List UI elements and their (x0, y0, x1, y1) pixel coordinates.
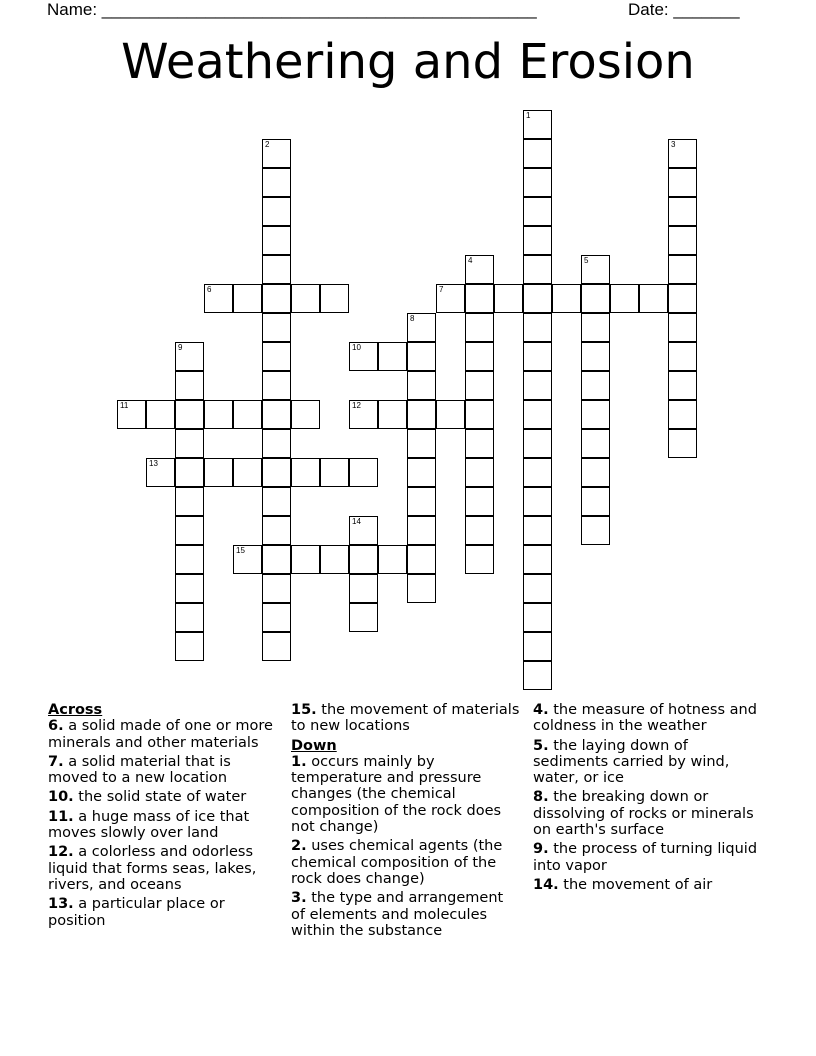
clue-number: 11 (120, 401, 129, 410)
down-clue (533, 702, 763, 735)
grid-cell[interactable] (407, 429, 436, 458)
grid-cell[interactable] (175, 429, 204, 458)
name-line[interactable]: ______________________________________________ (101, 0, 537, 19)
clue-number: 13. (48, 896, 74, 913)
clue-number: 14. (533, 876, 559, 893)
clue-text: a particular place or position (48, 896, 225, 929)
clue-text: the measure of hotness and coldness in the weather (533, 702, 757, 735)
clue-number: 9. (533, 841, 549, 858)
clue-number: 7. (48, 753, 64, 770)
grid-cell[interactable] (668, 139, 697, 168)
grid-cell[interactable] (262, 603, 291, 632)
grid-cell[interactable] (407, 545, 436, 574)
grid-cell[interactable] (233, 458, 262, 487)
grid-cell[interactable] (291, 400, 320, 429)
grid-cell[interactable] (436, 400, 465, 429)
clue-number: 8. (533, 789, 549, 806)
grid-cell[interactable] (349, 574, 378, 603)
grid-cell[interactable] (523, 487, 552, 516)
grid-cell[interactable] (465, 458, 494, 487)
grid-cell[interactable] (668, 255, 697, 284)
grid-cell[interactable] (262, 313, 291, 342)
grid-cell[interactable] (407, 342, 436, 371)
grid-cell[interactable] (523, 255, 552, 284)
grid-cell[interactable] (465, 545, 494, 574)
down-clue (291, 838, 521, 887)
grid-cell[interactable] (465, 313, 494, 342)
clue-number: 1. (291, 753, 307, 770)
grid-cell[interactable] (320, 545, 349, 574)
grid-cell[interactable] (581, 516, 610, 545)
grid-cell[interactable] (204, 284, 233, 313)
clue-text: the process of turning liquid into vapor (533, 841, 758, 874)
clue-number: 2 (265, 140, 270, 149)
grid-cell[interactable] (291, 458, 320, 487)
clue-number: 6. (48, 718, 64, 735)
across-clue (291, 702, 521, 735)
grid-cell[interactable] (407, 313, 436, 342)
grid-cell[interactable] (233, 545, 262, 574)
across-clue (48, 844, 278, 893)
grid-cell[interactable] (465, 371, 494, 400)
grid-cell[interactable] (668, 284, 697, 313)
clue-number: 3. (291, 890, 307, 907)
grid-cell[interactable] (523, 168, 552, 197)
down-clue (533, 841, 763, 874)
grid-cell[interactable] (494, 284, 523, 313)
grid-cell[interactable] (320, 458, 349, 487)
grid-cell[interactable] (465, 255, 494, 284)
grid-cell[interactable] (262, 284, 291, 313)
grid-cell[interactable] (175, 487, 204, 516)
clue-column-3 (533, 702, 763, 896)
grid-cell[interactable] (262, 487, 291, 516)
clue-text: occurs mainly by temperature and pressure changes (the chemical composition of the rock does not change) (291, 753, 502, 836)
date-line[interactable]: _______ (673, 0, 740, 19)
grid-cell[interactable] (349, 516, 378, 545)
grid-cell[interactable] (175, 545, 204, 574)
grid-cell[interactable] (262, 197, 291, 226)
grid-cell[interactable] (523, 342, 552, 371)
clue-text: a huge mass of ice that moves slowly over land (48, 808, 250, 842)
grid-cell[interactable] (378, 545, 407, 574)
grid-cell[interactable] (465, 400, 494, 429)
grid-cell[interactable] (407, 371, 436, 400)
clue-number: 10 (352, 343, 361, 352)
grid-cell[interactable] (233, 400, 262, 429)
clue-number: 10. (48, 789, 74, 806)
across-clue (48, 809, 278, 842)
grid-cell[interactable] (349, 545, 378, 574)
clue-number: 6 (207, 285, 212, 294)
clue-text: a colorless and odorless liquid that forms seas, lakes, rivers, and oceans (48, 844, 257, 893)
grid-cell[interactable] (581, 313, 610, 342)
across-clue (48, 789, 278, 805)
down-clue (533, 789, 763, 838)
across-clue (48, 896, 278, 929)
grid-cell[interactable] (523, 226, 552, 255)
grid-cell[interactable] (523, 458, 552, 487)
grid-cell[interactable] (523, 516, 552, 545)
down-clue (533, 877, 763, 893)
grid-cell[interactable] (262, 342, 291, 371)
clue-text: the movement of materials to new locations (291, 702, 520, 735)
grid-cell[interactable] (523, 661, 552, 690)
grid-cell[interactable] (523, 632, 552, 661)
grid-cell[interactable] (465, 429, 494, 458)
grid-cell[interactable] (523, 400, 552, 429)
clue-number: 12. (48, 844, 74, 861)
grid-cell[interactable] (204, 400, 233, 429)
clue-number: 1 (526, 111, 531, 120)
grid-cell[interactable] (523, 429, 552, 458)
grid-cell[interactable] (523, 197, 552, 226)
grid-cell[interactable] (523, 284, 552, 313)
clue-number: 12 (352, 401, 361, 410)
clue-number: 5 (584, 256, 589, 265)
grid-cell[interactable] (407, 400, 436, 429)
grid-cell[interactable] (523, 545, 552, 574)
grid-cell[interactable] (465, 516, 494, 545)
grid-cell[interactable] (581, 400, 610, 429)
clue-number: 9 (178, 343, 183, 352)
clue-number: 11. (48, 808, 74, 825)
clue-number: 3 (671, 140, 676, 149)
grid-cell[interactable] (610, 284, 639, 313)
grid-cell[interactable] (552, 284, 581, 313)
clue-number: 15 (236, 546, 245, 555)
grid-cell[interactable] (262, 429, 291, 458)
clue-number: 15. (291, 702, 317, 718)
across-clue (48, 754, 278, 787)
clue-number: 5. (533, 737, 549, 754)
clue-text: the laying down of sediments carried by wind, water, or ice (533, 737, 730, 787)
grid-cell[interactable] (523, 313, 552, 342)
grid-cell[interactable] (581, 371, 610, 400)
grid-cell[interactable] (668, 226, 697, 255)
grid-cell[interactable] (465, 342, 494, 371)
grid-cell[interactable] (407, 516, 436, 545)
grid-cell[interactable] (668, 371, 697, 400)
grid-cell[interactable] (523, 139, 552, 168)
grid-cell[interactable] (233, 284, 262, 313)
grid-cell[interactable] (262, 139, 291, 168)
clue-column-2 (291, 702, 521, 942)
grid-cell[interactable] (262, 226, 291, 255)
grid-cell[interactable] (117, 400, 146, 429)
clue-text: a solid material that is moved to a new location (48, 753, 231, 787)
clue-number: 13 (149, 459, 158, 468)
grid-cell[interactable] (436, 284, 465, 313)
grid-cell[interactable] (523, 603, 552, 632)
grid-cell[interactable] (291, 284, 320, 313)
clue-text: a solid made of one or more minerals and other materials (48, 718, 273, 751)
clue-text: the breaking down or dissolving of rocks or minerals on earth's surface (533, 789, 754, 839)
clue-number: 14 (352, 517, 361, 526)
grid-cell[interactable] (581, 487, 610, 516)
grid-cell[interactable] (349, 400, 378, 429)
name-label: Name: (47, 0, 102, 19)
clue-text: uses chemical agents (the chemical composition of the rock does change) (291, 838, 503, 887)
grid-cell[interactable] (407, 574, 436, 603)
grid-cell[interactable] (175, 458, 204, 487)
down-clue (291, 890, 521, 939)
grid-cell[interactable] (262, 574, 291, 603)
grid-cell[interactable] (320, 284, 349, 313)
clue-number: 4. (533, 702, 549, 718)
grid-cell[interactable] (262, 371, 291, 400)
grid-cell[interactable] (581, 255, 610, 284)
down-clue (291, 754, 521, 835)
clue-text: the movement of air (563, 876, 713, 893)
grid-cell[interactable] (349, 342, 378, 371)
grid-cell[interactable] (465, 487, 494, 516)
grid-cell[interactable] (175, 603, 204, 632)
grid-cell[interactable] (523, 371, 552, 400)
across-clue (48, 718, 278, 751)
grid-cell[interactable] (407, 487, 436, 516)
clue-text: the solid state of water (78, 789, 247, 806)
clue-number: 2. (291, 838, 307, 855)
grid-cell[interactable] (146, 458, 175, 487)
grid-cell[interactable] (581, 458, 610, 487)
grid-cell[interactable] (465, 284, 494, 313)
grid-cell[interactable] (262, 400, 291, 429)
grid-cell[interactable] (175, 632, 204, 661)
grid-cell[interactable] (581, 342, 610, 371)
date-label: Date: (628, 0, 674, 19)
clue-column-1 (48, 702, 278, 932)
grid-cell[interactable] (378, 342, 407, 371)
grid-cell[interactable] (668, 168, 697, 197)
grid-cell[interactable] (175, 400, 204, 429)
grid-cell[interactable] (407, 458, 436, 487)
grid-cell[interactable] (349, 458, 378, 487)
grid-cell[interactable] (668, 342, 697, 371)
grid-cell[interactable] (204, 458, 233, 487)
grid-cell[interactable] (668, 400, 697, 429)
grid-cell[interactable] (175, 516, 204, 545)
down-heading: Down (291, 737, 337, 754)
grid-cell[interactable] (262, 545, 291, 574)
grid-cell[interactable] (639, 284, 668, 313)
grid-cell[interactable] (262, 255, 291, 284)
grid-cell[interactable] (262, 632, 291, 661)
page-title: Weathering and Erosion (121, 34, 695, 90)
grid-cell[interactable] (262, 458, 291, 487)
grid-cell[interactable] (291, 545, 320, 574)
grid-cell[interactable] (175, 371, 204, 400)
grid-cell[interactable] (581, 284, 610, 313)
grid-cell[interactable] (581, 429, 610, 458)
grid-cell[interactable] (175, 342, 204, 371)
grid-cell[interactable] (668, 313, 697, 342)
grid-cell[interactable] (175, 574, 204, 603)
grid-cell[interactable] (523, 574, 552, 603)
clue-text: the type and arrangement of elements and molecules within the substance (291, 890, 504, 939)
down-clue (533, 738, 763, 787)
grid-cell[interactable] (262, 168, 291, 197)
grid-cell[interactable] (262, 516, 291, 545)
grid-cell[interactable] (523, 110, 552, 139)
across-heading: Across (48, 702, 103, 718)
clue-number: 7 (439, 285, 444, 294)
grid-cell[interactable] (378, 400, 407, 429)
grid-cell[interactable] (349, 603, 378, 632)
clue-number: 4 (468, 256, 473, 265)
grid-cell[interactable] (668, 429, 697, 458)
grid-cell[interactable] (668, 197, 697, 226)
grid-cell[interactable] (146, 400, 175, 429)
clue-number: 8 (410, 314, 415, 323)
